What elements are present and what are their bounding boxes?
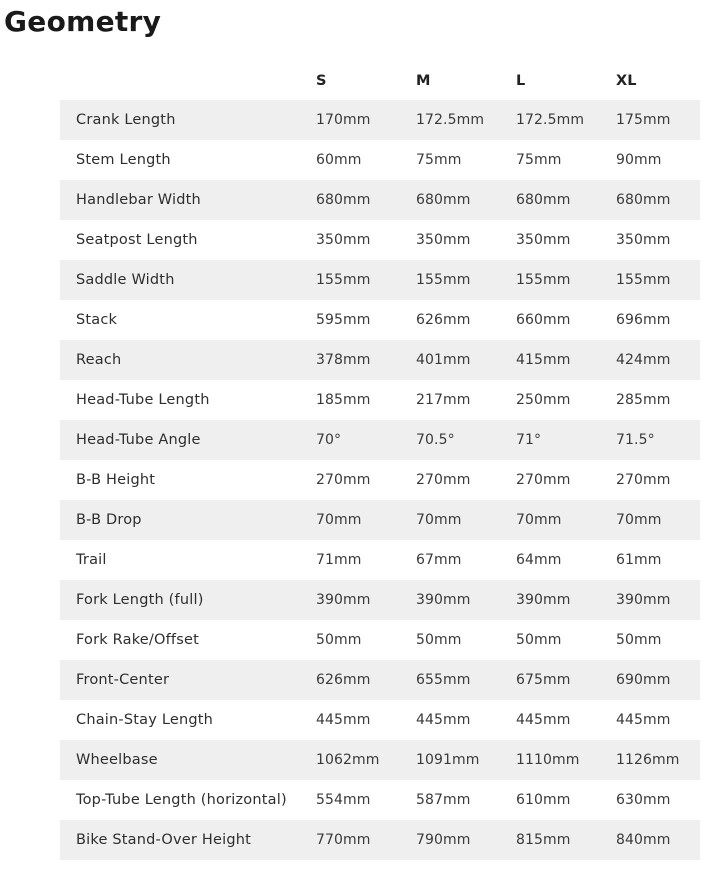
value-cell-l: 815mm [516,832,571,848]
table-header-row [60,60,700,100]
geometry-table [60,60,700,860]
table-row [60,420,700,460]
row-label: Bike Stand-Over Height [76,832,252,848]
value-cell-s: 270mm [316,472,371,488]
value-cell-l: 71° [516,432,542,448]
value-cell-m: 1091mm [416,752,480,768]
value-cell-xl: 70mm [616,512,662,528]
value-cell-l: 64mm [516,552,562,568]
value-cell-xl: 285mm [616,392,671,408]
row-label: Seatpost Length [76,232,198,248]
table-row [60,740,700,780]
value-cell-xl: 840mm [616,832,671,848]
value-cell-m: 70.5° [416,432,455,448]
value-cell-s: 350mm [316,232,371,248]
value-cell-xl: 90mm [616,152,662,168]
row-label: B-B Drop [76,512,142,528]
value-cell-xl: 690mm [616,672,671,688]
value-cell-m: 587mm [416,792,471,808]
row-label: Top-Tube Length (horizontal) [76,792,287,808]
page-title: Geometry [4,5,162,38]
row-label: Handlebar Width [76,192,201,208]
value-cell-s: 680mm [316,192,371,208]
value-cell-xl: 61mm [616,552,662,568]
value-cell-xl: 445mm [616,712,671,728]
value-cell-xl: 71.5° [616,432,655,448]
value-cell-s: 155mm [316,272,371,288]
value-cell-l: 680mm [516,192,571,208]
value-cell-m: 626mm [416,312,471,328]
row-label: Stem Length [76,152,171,168]
value-cell-m: 172.5mm [416,112,485,128]
table-row [60,780,700,820]
row-label: Stack [76,312,118,328]
value-cell-l: 1110mm [516,752,580,768]
value-cell-s: 595mm [316,312,371,328]
value-cell-s: 378mm [316,352,371,368]
row-label: Head-Tube Length [76,392,210,408]
table-row [60,580,700,620]
row-label: Wheelbase [76,752,158,768]
table-body [60,100,700,860]
value-cell-xl: 50mm [616,632,662,648]
value-cell-m: 790mm [416,832,471,848]
value-cell-s: 170mm [316,112,371,128]
value-cell-s: 390mm [316,592,371,608]
value-cell-s: 50mm [316,632,362,648]
value-cell-l: 675mm [516,672,571,688]
value-cell-l: 155mm [516,272,571,288]
table-row [60,180,700,220]
value-cell-s: 554mm [316,792,371,808]
table-row [60,220,700,260]
table-row [60,340,700,380]
value-cell-l: 250mm [516,392,571,408]
value-cell-xl: 350mm [616,232,671,248]
value-cell-xl: 175mm [616,112,671,128]
value-cell-s: 70° [316,432,342,448]
table-row [60,500,700,540]
column-header-s: S [316,73,327,89]
column-header-l: L [516,73,526,89]
table-row [60,700,700,740]
row-label: B-B Height [76,472,156,488]
value-cell-m: 155mm [416,272,471,288]
value-cell-xl: 1126mm [616,752,680,768]
table-row [60,620,700,660]
value-cell-xl: 155mm [616,272,671,288]
value-cell-s: 70mm [316,512,362,528]
table-row [60,100,700,140]
value-cell-m: 401mm [416,352,471,368]
value-cell-m: 75mm [416,152,462,168]
value-cell-xl: 680mm [616,192,671,208]
value-cell-s: 445mm [316,712,371,728]
value-cell-l: 390mm [516,592,571,608]
value-cell-l: 350mm [516,232,571,248]
row-label: Chain-Stay Length [76,712,214,728]
value-cell-l: 50mm [516,632,562,648]
value-cell-xl: 270mm [616,472,671,488]
value-cell-l: 445mm [516,712,571,728]
table-row [60,540,700,580]
value-cell-s: 185mm [316,392,371,408]
table-row [60,260,700,300]
value-cell-l: 270mm [516,472,571,488]
value-cell-l: 70mm [516,512,562,528]
row-label: Head-Tube Angle [76,432,201,448]
value-cell-s: 626mm [316,672,371,688]
value-cell-m: 67mm [416,552,462,568]
value-cell-l: 415mm [516,352,571,368]
value-cell-m: 350mm [416,232,471,248]
row-label: Fork Length (full) [76,592,204,608]
value-cell-l: 172.5mm [516,112,585,128]
row-label: Reach [76,352,122,368]
value-cell-l: 610mm [516,792,571,808]
value-cell-s: 770mm [316,832,371,848]
row-label: Fork Rake/Offset [76,632,199,648]
table-row [60,460,700,500]
row-label: Trail [76,552,107,568]
value-cell-m: 50mm [416,632,462,648]
value-cell-m: 70mm [416,512,462,528]
table-row [60,820,700,860]
row-label: Saddle Width [76,272,175,288]
value-cell-xl: 390mm [616,592,671,608]
table-row [60,380,700,420]
value-cell-m: 217mm [416,392,471,408]
value-cell-s: 71mm [316,552,362,568]
column-header-xl: XL [616,73,637,89]
value-cell-xl: 696mm [616,312,671,328]
row-label: Crank Length [76,112,176,128]
value-cell-m: 655mm [416,672,471,688]
value-cell-m: 680mm [416,192,471,208]
value-cell-xl: 630mm [616,792,671,808]
value-cell-xl: 424mm [616,352,671,368]
value-cell-s: 60mm [316,152,362,168]
value-cell-l: 660mm [516,312,571,328]
table-row [60,300,700,340]
value-cell-m: 445mm [416,712,471,728]
table-row [60,140,700,180]
value-cell-s: 1062mm [316,752,380,768]
value-cell-m: 390mm [416,592,471,608]
row-label: Front-Center [76,672,170,688]
column-header-m: M [416,73,431,89]
value-cell-l: 75mm [516,152,562,168]
table-row [60,660,700,700]
value-cell-m: 270mm [416,472,471,488]
